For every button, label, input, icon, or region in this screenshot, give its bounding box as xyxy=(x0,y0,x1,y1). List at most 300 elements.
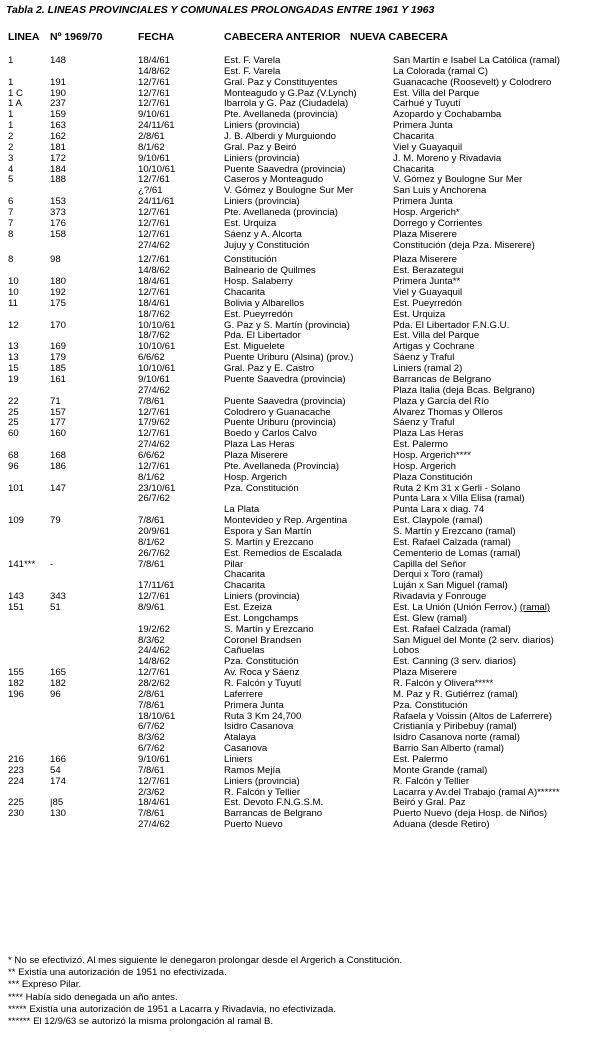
cell-number xyxy=(50,288,100,299)
cell-text: 7 xyxy=(8,218,14,229)
cell-fecha xyxy=(138,755,222,766)
cell-text: 168 xyxy=(50,450,67,461)
cell-text: Lacarra y Av.del Trabajo (ramal A)****** xyxy=(393,787,560,798)
cell-text: 2/8/61 xyxy=(138,132,165,143)
table-row xyxy=(0,408,594,419)
cell-text: Alvarez Thomas y Olleros xyxy=(393,407,503,418)
cell-number xyxy=(50,353,100,364)
table-row xyxy=(0,603,594,614)
cell-nueva-cabecera xyxy=(393,484,593,495)
cell-text: 1 C xyxy=(8,88,23,99)
cell-linea xyxy=(8,230,48,241)
cell-text: 162 xyxy=(50,132,67,143)
cell-nueva-cabecera xyxy=(393,241,593,252)
cell-fecha xyxy=(138,353,222,364)
cell-text: Pilar xyxy=(224,559,244,570)
cell-text: Puente Uriburu (Alsina) (prov.) xyxy=(224,353,354,364)
cell-cabecera-anterior xyxy=(224,353,392,364)
table-row xyxy=(0,712,594,723)
table-row xyxy=(0,766,594,777)
footnote: ***** Existía una autorización de 1951 a Lacarra y Rivadavia, no efectivizada. xyxy=(8,1003,336,1015)
cell-nueva-cabecera xyxy=(393,78,593,89)
cell-number xyxy=(50,408,100,419)
cell-cabecera-anterior xyxy=(224,364,392,375)
table-row xyxy=(0,484,594,495)
cell-linea xyxy=(8,143,48,154)
cell-number xyxy=(50,277,100,288)
cell-text: Est. Devoto F.N.G.S.M. xyxy=(224,798,324,809)
table-row xyxy=(0,636,594,647)
cell-number xyxy=(50,429,100,440)
cell-linea xyxy=(8,288,48,299)
cell-fecha xyxy=(138,798,222,809)
cell-number xyxy=(50,809,100,820)
cell-number xyxy=(50,154,100,165)
cell-text: 237 xyxy=(50,99,67,110)
cell-linea xyxy=(8,679,48,690)
footnote: ****** El 12/9/63 se autorizó la misma prolongación al ramal B. xyxy=(8,1016,274,1028)
cell-cabecera-anterior xyxy=(224,440,392,451)
cell-cabecera-anterior xyxy=(224,777,392,788)
cell-text: Pte. Avellaneda (Provincia) xyxy=(224,461,340,472)
cell-number xyxy=(50,132,100,143)
cell-fecha xyxy=(138,110,222,121)
cell-text: La Plata xyxy=(224,505,260,516)
cell-number xyxy=(50,165,100,176)
cell-text: 6/7/62 xyxy=(138,722,165,733)
cell-text: 18/4/61 xyxy=(138,277,171,288)
cell-nueva-cabecera xyxy=(393,798,593,809)
cell-linea xyxy=(8,353,48,364)
cell-text: 223 xyxy=(8,765,25,776)
table-row xyxy=(0,397,594,408)
cell-fecha xyxy=(138,67,222,78)
cell-cabecera-anterior xyxy=(224,299,392,310)
cell-text: 24/11/61 xyxy=(138,121,175,132)
table-row xyxy=(0,143,594,154)
cell-text: 1 xyxy=(8,110,14,121)
cell-text: Chacarita xyxy=(393,164,435,175)
header-number: Nº 1969/70 xyxy=(50,31,103,43)
cell-text: Plaza Miserere xyxy=(224,450,288,461)
cell-text: 14/8/62 xyxy=(138,657,171,668)
cell-nueva-cabecera xyxy=(393,154,593,165)
table-row xyxy=(0,516,594,527)
cell-text: 20/9/61 xyxy=(138,526,171,537)
cell-text: Est. Urquiza xyxy=(393,309,446,320)
cell-nueva-cabecera xyxy=(393,143,593,154)
cell-number xyxy=(50,255,100,266)
table-row xyxy=(0,429,594,440)
cell-linea xyxy=(8,78,48,89)
cell-nueva-cabecera xyxy=(393,208,593,219)
cell-text: 12/7/61 xyxy=(138,208,171,219)
cell-text: Isidro Casanova norte (ramal) xyxy=(393,733,520,744)
header-cabecera-anterior: CABECERA ANTERIOR xyxy=(224,31,341,43)
cell-text: 7/8/61 xyxy=(138,809,165,820)
cell-text: Puente Uriburu (provincia) xyxy=(224,418,336,429)
cell-cabecera-anterior xyxy=(224,241,392,252)
cell-linea xyxy=(8,219,48,230)
cell-fecha xyxy=(138,143,222,154)
cell-text: Liniers (provincia) xyxy=(224,592,300,603)
table-row xyxy=(0,625,594,636)
table-row xyxy=(0,733,594,744)
cell-fecha xyxy=(138,473,222,484)
cell-number xyxy=(50,755,100,766)
cell-text: 12 xyxy=(8,320,19,331)
cell-nueva-cabecera xyxy=(393,219,593,230)
cell-number xyxy=(50,592,100,603)
cell-fecha xyxy=(138,560,222,571)
cell-cabecera-anterior xyxy=(224,798,392,809)
cell-text: 14/8/62 xyxy=(138,266,171,277)
cell-text: Capilla del Señor xyxy=(393,559,467,570)
cell-fecha xyxy=(138,241,222,252)
cell-number xyxy=(50,603,100,614)
cell-cabecera-anterior xyxy=(224,208,392,219)
cell-text: 157 xyxy=(50,407,67,418)
cell-linea xyxy=(8,668,48,679)
cell-fecha xyxy=(138,712,222,723)
cell-text: Primera Junta xyxy=(393,197,453,208)
cell-cabecera-anterior xyxy=(224,451,392,462)
cell-fecha xyxy=(138,701,222,712)
cell-cabecera-anterior xyxy=(224,67,392,78)
cell-nueva-cabecera xyxy=(393,636,593,647)
cell-fecha xyxy=(138,219,222,230)
cell-fecha xyxy=(138,636,222,647)
cell-nueva-cabecera xyxy=(393,668,593,679)
cell-number xyxy=(50,175,100,186)
table-row xyxy=(0,353,594,364)
cell-cabecera-anterior xyxy=(224,99,392,110)
cell-linea xyxy=(8,418,48,429)
cell-text: 18/4/61 xyxy=(138,298,171,309)
cell-cabecera-anterior xyxy=(224,538,392,549)
cell-text: Primera Junta** xyxy=(393,277,461,288)
cell-text: Est. Pueyrredón xyxy=(224,309,293,320)
cell-linea xyxy=(8,798,48,809)
cell-text: 179 xyxy=(50,353,67,364)
table-row xyxy=(0,342,594,353)
cell-text: 225 xyxy=(8,798,25,809)
cell-linea xyxy=(8,397,48,408)
cell-number xyxy=(50,321,100,332)
cell-text: 10 xyxy=(8,277,19,288)
cell-text: 12/7/61 xyxy=(138,592,171,603)
table-row xyxy=(0,722,594,733)
cell-text: 176 xyxy=(50,218,67,229)
header-nueva-cabecera: NUEVA CABECERA xyxy=(350,31,449,43)
cell-fecha xyxy=(138,625,222,636)
cell-fecha xyxy=(138,288,222,299)
cell-text: 175 xyxy=(50,298,67,309)
cell-linea xyxy=(8,110,48,121)
cell-text: 79 xyxy=(50,516,61,527)
cell-text: Pza. Constitución xyxy=(224,483,299,494)
cell-text: Puerto Nuevo (deja Hosp. de Niños) xyxy=(393,809,548,820)
cell-nueva-cabecera xyxy=(393,788,593,799)
cell-text: Ibarrola y G. Paz (Ciudadela) xyxy=(224,99,349,110)
cell-text: Viel y Guayaquil xyxy=(393,142,463,153)
cell-text: 10/10/61 xyxy=(138,342,176,353)
table-row xyxy=(0,277,594,288)
cell-fecha xyxy=(138,230,222,241)
cell-linea xyxy=(8,364,48,375)
cell-number xyxy=(50,99,100,110)
cell-cabecera-anterior xyxy=(224,755,392,766)
table-row xyxy=(0,560,594,571)
cell-linea xyxy=(8,766,48,777)
cell-fecha xyxy=(138,484,222,495)
table-row xyxy=(0,266,594,277)
cell-fecha xyxy=(138,364,222,375)
cell-cabecera-anterior xyxy=(224,603,392,614)
cell-text: ¿?/61 xyxy=(138,186,163,197)
cell-nueva-cabecera xyxy=(393,701,593,712)
table-row xyxy=(0,473,594,484)
footnote: **** Había sido denegada un año antes. xyxy=(8,991,178,1003)
cell-text: 153 xyxy=(50,197,67,208)
cell-number xyxy=(50,679,100,690)
cell-text: Puente Saavedra (provincia) xyxy=(224,374,346,385)
cell-text: 12/7/61 xyxy=(138,668,171,679)
cell-text: Plaza Constitución xyxy=(393,472,473,483)
table-row xyxy=(0,219,594,230)
cell-fecha xyxy=(138,208,222,219)
cell-nueva-cabecera xyxy=(393,375,593,386)
cell-text: Constitución (deja Pza. Miserere) xyxy=(393,240,535,251)
cell-text: Ramos Mejía xyxy=(224,765,281,776)
cell-text: |85 xyxy=(50,798,64,809)
cell-linea xyxy=(8,462,48,473)
cell-number xyxy=(50,397,100,408)
cell-nueva-cabecera xyxy=(393,132,593,143)
cell-nueva-cabecera xyxy=(393,603,593,614)
cell-text: Est. Rafael Calzada (ramal) xyxy=(393,537,511,548)
cell-cabecera-anterior xyxy=(224,110,392,121)
cell-text: 8/3/62 xyxy=(138,733,165,744)
cell-cabecera-anterior xyxy=(224,165,392,176)
cell-text: Sáenz y A. Alcorta xyxy=(224,229,302,240)
cell-cabecera-anterior xyxy=(224,132,392,143)
cell-nueva-cabecera xyxy=(393,592,593,603)
cell-nueva-cabecera xyxy=(393,386,593,397)
cell-linea xyxy=(8,429,48,440)
cell-text: 158 xyxy=(50,229,67,240)
cell-text: 186 xyxy=(50,461,67,472)
cell-text: 2/3/62 xyxy=(138,787,165,798)
table-row xyxy=(0,230,594,241)
cell-number xyxy=(50,78,100,89)
cell-text: 182 xyxy=(50,678,67,689)
cell-text: 96 xyxy=(50,689,61,700)
cell-nueva-cabecera xyxy=(393,690,593,701)
table-row xyxy=(0,505,594,516)
cell-text: Est. Canning (3 serv. diarios) xyxy=(393,657,516,668)
cell-nueva-cabecera xyxy=(393,581,593,592)
cell-text: 68 xyxy=(8,450,19,461)
cell-text: Pza. Constitución xyxy=(224,657,299,668)
cell-nueva-cabecera xyxy=(393,255,593,266)
cell-text: Pte. Avellaneda (provincia) xyxy=(224,110,338,121)
cell-cabecera-anterior xyxy=(224,712,392,723)
table-row xyxy=(0,331,594,342)
table-row xyxy=(0,375,594,386)
cell-nueva-cabecera xyxy=(393,165,593,176)
cell-fecha xyxy=(138,462,222,473)
table-row xyxy=(0,657,594,668)
cell-text: Boedo y Carlos Calvo xyxy=(224,429,317,440)
cell-text: 9/10/61 xyxy=(138,755,171,765)
cell-nueva-cabecera xyxy=(393,353,593,364)
cell-text: Azopardo y Cochabamba xyxy=(393,110,502,121)
cell-text: 192 xyxy=(50,288,67,299)
cell-text: Sáenz y Traful xyxy=(393,353,455,364)
cell-text: Chacarita xyxy=(224,581,266,592)
cell-fecha xyxy=(138,766,222,777)
cell-fecha xyxy=(138,592,222,603)
table-row xyxy=(0,132,594,143)
cell-nueva-cabecera xyxy=(393,820,593,831)
footnote: *** Expreso Pilar. xyxy=(8,979,82,991)
cell-text: 4 xyxy=(8,164,14,175)
cell-text: 24/11/61 xyxy=(138,197,175,208)
cell-text: J. B. Alberdi y Murguiondo xyxy=(224,132,336,143)
cell-text: 170 xyxy=(50,320,67,331)
cell-text: 18/10/61 xyxy=(138,711,176,722)
cell-text: 11 xyxy=(8,298,18,309)
cell-nueva-cabecera xyxy=(393,342,593,353)
cell-number xyxy=(50,418,100,429)
cell-fecha xyxy=(138,418,222,429)
cell-text: 12/7/61 xyxy=(138,255,171,266)
cell-number xyxy=(50,89,100,100)
cell-text: Ruta 2 Km 31 x Gerli - Solano xyxy=(393,483,521,494)
footnote: ** Existía una autorización de 1951 no efectivizada. xyxy=(8,967,227,979)
cell-text: 18/7/62 xyxy=(138,331,171,342)
cell-nueva-cabecera xyxy=(393,331,593,342)
cell-text: 12/7/61 xyxy=(138,77,171,88)
cell-cabecera-anterior xyxy=(224,408,392,419)
cell-number xyxy=(50,560,100,571)
cell-text: Puente Saavedra (provincia) xyxy=(224,396,346,407)
cell-cabecera-anterior xyxy=(224,820,392,831)
cell-text: Atalaya xyxy=(224,733,256,744)
cell-text: Liniers (provincia) xyxy=(224,197,300,208)
cell-text: Luján x San Miguel (ramal) xyxy=(393,581,508,592)
cell-text: 10 xyxy=(8,288,19,299)
cell-cabecera-anterior xyxy=(224,310,392,321)
cell-text: J. M. Moreno y Rivadavia xyxy=(393,153,502,164)
cell-text: Isidro Casanova xyxy=(224,722,294,733)
cell-text: 2 xyxy=(8,132,14,143)
cell-text: 216 xyxy=(8,755,25,765)
cell-text: 174 xyxy=(50,776,67,787)
cell-text: 25 xyxy=(8,418,19,429)
cell-text: 143 xyxy=(8,592,25,603)
cell-linea xyxy=(8,56,48,67)
cell-text: Est. Miguelete xyxy=(224,342,285,353)
cell-text: Barrio San Alberto (ramal) xyxy=(393,744,504,755)
table-row xyxy=(0,154,594,165)
cell-text: 12/7/61 xyxy=(138,407,171,418)
cell-text: Cristianía y Piribebuy (ramal) xyxy=(393,722,517,733)
cell-fecha xyxy=(138,657,222,668)
cell-nueva-cabecera xyxy=(393,809,593,820)
table-row xyxy=(0,186,594,197)
cell-number xyxy=(50,230,100,241)
cell-nueva-cabecera xyxy=(393,299,593,310)
cell-text: 161 xyxy=(50,374,67,385)
table-row xyxy=(0,99,594,110)
cell-text: Est. Villa del Parque xyxy=(393,331,480,342)
cell-cabecera-anterior xyxy=(224,89,392,100)
table-row xyxy=(0,241,594,252)
cell-linea xyxy=(8,408,48,419)
cell-text: R. Falcón y Olivera***** xyxy=(393,678,494,689)
cell-cabecera-anterior xyxy=(224,473,392,484)
table-row xyxy=(0,646,594,657)
cell-fecha xyxy=(138,820,222,831)
cell-text: 109 xyxy=(8,516,25,527)
cell-number xyxy=(50,110,100,121)
table-row xyxy=(0,67,594,78)
cell-text: 12/7/61 xyxy=(138,218,171,229)
cell-text: R. Falcón y Tellier xyxy=(393,776,470,787)
cell-cabecera-anterior xyxy=(224,690,392,701)
cell-linea xyxy=(8,516,48,527)
cell-text: 9/10/61 xyxy=(138,110,171,121)
cell-cabecera-anterior xyxy=(224,342,392,353)
cell-text: Sáenz y Traful xyxy=(393,418,455,429)
cell-text: 54 xyxy=(50,765,61,776)
cell-text: Est. Rafael Calzada (ramal) xyxy=(393,624,511,635)
cell-text: Chacarita xyxy=(224,570,266,581)
cell-cabecera-anterior xyxy=(224,570,392,581)
cell-text: Jujuy y Constitución xyxy=(224,240,310,251)
cell-text: Dorrego y Corrientes xyxy=(393,218,483,229)
cell-cabecera-anterior xyxy=(224,549,392,560)
cell-fecha xyxy=(138,321,222,332)
cell-text: 17/9/62 xyxy=(138,418,171,429)
cell-cabecera-anterior xyxy=(224,733,392,744)
cell-text: 101 xyxy=(8,483,25,494)
cell-text: Constitución xyxy=(224,255,277,266)
cell-text: 12/7/61 xyxy=(138,175,171,186)
cell-text: Chacarita xyxy=(224,288,266,299)
cell-text: Pda. El Libertador xyxy=(224,331,301,342)
cell-text: Est. Ezeiza xyxy=(224,602,272,613)
cell-text: Pda. El Libertador F.N.G.U. xyxy=(393,320,510,331)
cell-cabecera-anterior xyxy=(224,397,392,408)
cell-fecha xyxy=(138,646,222,657)
cell-nueva-cabecera xyxy=(393,67,593,78)
cell-fecha xyxy=(138,255,222,266)
cell-text: Monte Grande (ramal) xyxy=(393,765,488,776)
cell-text: 230 xyxy=(8,809,25,820)
cell-nueva-cabecera xyxy=(393,733,593,744)
cell-text: Cementerio de Lomas (ramal) xyxy=(393,548,521,559)
cell-text: 130 xyxy=(50,809,67,820)
cell-text: Av. Roca y Sáenz xyxy=(224,668,300,679)
cell-nueva-cabecera xyxy=(393,755,593,766)
cell-cabecera-anterior xyxy=(224,809,392,820)
cell-linea xyxy=(8,277,48,288)
cell-number xyxy=(50,143,100,154)
cell-linea xyxy=(8,777,48,788)
